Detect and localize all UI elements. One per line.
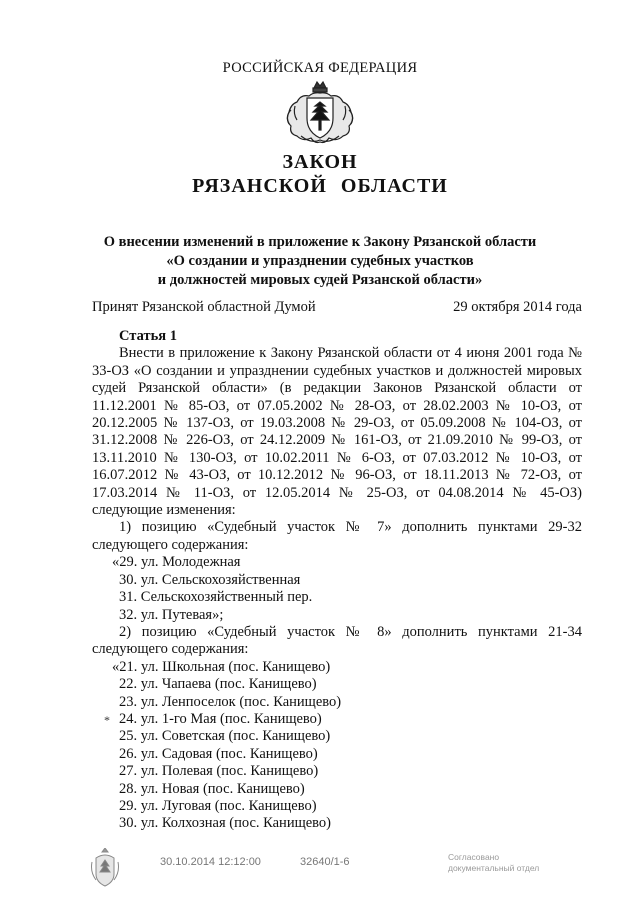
law-title-line-2: РЯЗАНСКОЙ ОБЛАСТИ [192, 175, 448, 197]
approval-stamp [448, 852, 539, 874]
stamp-line-2: документальный отдел [448, 863, 540, 873]
registry-emblem-icon [90, 848, 120, 888]
list-item: 29. ул. Луговая (пос. Канищево) [119, 797, 317, 814]
list-item: 31. Сельскохозяйственный пер. [119, 589, 313, 606]
amendment-item-2: 2) позицию «Судебный участок № 8» дополнить пунктами 21-34 следующего содержания: [92, 623, 582, 658]
article-heading: Статья 1 [119, 328, 177, 344]
country-header: РОССИЙСКАЯ ФЕДЕРАЦИЯ [222, 60, 418, 76]
list-item: 25. ул. Советская (пос. Канищево) [119, 728, 331, 745]
ryazan-coat-of-arms-icon [281, 80, 359, 146]
list-item: «21. ул. Школьная (пос. Канищево) [112, 658, 331, 675]
list-item: 26. ул. Садовая (пос. Канищево) [119, 745, 318, 762]
law-subject [60, 233, 580, 290]
article-body [92, 328, 582, 833]
list-item: 32. ул. Путевая»; [119, 606, 224, 623]
list-item: 22. ул. Чапаева (пос. Канищево) [119, 676, 317, 693]
list-item: 30. ул. Сельскохозяйственная [119, 571, 301, 588]
list-item: 23. ул. Ленпоселок (пос. Канищево) [119, 693, 342, 710]
margin-mark: * [104, 713, 110, 727]
subject-line-2: «О создании и упразднении судебных участков [166, 253, 474, 269]
amendment-item-1: 1) позицию «Судебный участок № 7» дополнить пунктами 29-32 следующего содержания: [92, 519, 582, 553]
law-title-line-1: ЗАКОН [282, 151, 358, 173]
registration-datetime: 30.10.2014 12:12:00 [160, 856, 261, 868]
subject-line-3: и должностей мировых судей Рязанской области» [157, 272, 483, 288]
list-item: 24. ул. 1-го Мая (пос. Канищево) [119, 710, 322, 727]
adopted-by: Принят Рязанской областной Думой [92, 299, 316, 315]
list-item: 28. ул. Новая (пос. Канищево) [119, 780, 305, 797]
list-item: «29. ул. Молодежная [112, 554, 241, 571]
list-item: 27. ул. Полевая (пос. Канищево) [119, 763, 319, 780]
adoption-date: 29 октября 2014 года [453, 299, 582, 315]
stamp-line-1: Согласовано [448, 852, 500, 862]
adoption-row [92, 299, 582, 316]
registration-number: 32640/1-6 [300, 856, 350, 868]
article-intro: Внести в приложение к Закону Рязанской области от 4 июня 2001 года № 33-ОЗ «О создании и упразднении судебных участков и должностей мировых судей Рязанской области» (в редакции Законов Рязанской области от 11.12.2001 № 85-ОЗ, от 07.05.2002 № 28-ОЗ, от 28.02.2003 № 10-ОЗ, от 20.12.2005 № 137-ОЗ, от 19.03.2008 № 29-ОЗ, от 05.09.2008 № 104-ОЗ, от 31.12.2008 № 226-ОЗ, от 24.12.2009 № 161-ОЗ, от 21.09.2010 № 99-ОЗ, от 13.11.2010 № 130-ОЗ, от 10.02.2011 № 6-ОЗ, от 07.03.2012 № 10-ОЗ, от 16.07.2012 № 43-ОЗ, от 10.12.2012 № 96-ОЗ, от 18.11.2013 № 72-ОЗ, от 17.03.2014 № 11-ОЗ, от 12.05.2014 № 25-ОЗ, от 04.08.2014 № 45-ОЗ) следующие изменения: [92, 345, 582, 519]
footer [0, 846, 640, 896]
list-item: 30. ул. Колхозная (пос. Канищево) [119, 815, 332, 832]
subject-line-1: О внесении изменений в приложение к Закону Рязанской области [103, 234, 537, 250]
